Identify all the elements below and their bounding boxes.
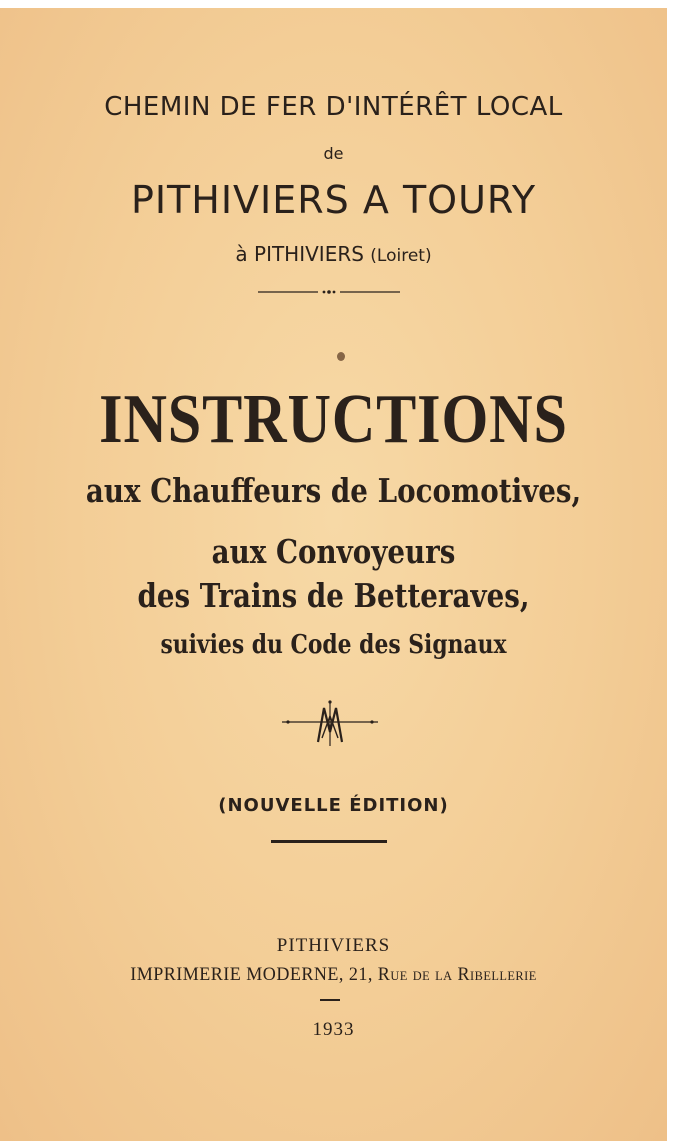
route-name: PITHIVIERS A TOURY — [130, 178, 537, 222]
edition-note: (NOUVELLE ÉDITION) — [218, 795, 449, 816]
document-title: INSTRUCTIONS — [99, 381, 568, 458]
location-line — [0, 242, 667, 266]
subtitle-line-4: suivies du Code des Signaux — [160, 630, 507, 660]
monogram-ornament-icon — [282, 698, 378, 750]
railway-company-line: CHEMIN DE FER D'INTÉRÊT LOCAL — [104, 92, 563, 122]
subtitle-line-2: aux Convoyeurs — [211, 532, 456, 571]
publication-year: 1933 — [312, 1019, 355, 1040]
imprint-printer — [17, 964, 651, 986]
ink-spot — [337, 352, 345, 361]
separator-rule — [271, 840, 387, 843]
location-department: (Loiret) — [370, 246, 432, 266]
imprint-city: PITHIVIERS — [276, 935, 391, 956]
connector-word: de — [323, 144, 344, 163]
subtitle-line-3: des Trains de Betteraves, — [137, 576, 530, 615]
short-rule — [320, 999, 340, 1001]
subtitle-line-1: aux Chauffeurs de Locomotives, — [85, 471, 582, 510]
document-page — [0, 8, 667, 1141]
dash-rule-ornament-icon — [258, 288, 400, 296]
location-city: à PITHIVIERS — [235, 242, 364, 266]
printer-name: IMPRIMERIE MODERNE, 21, — [130, 964, 378, 985]
printer-street: Rue de la Ribellerie — [377, 964, 537, 985]
